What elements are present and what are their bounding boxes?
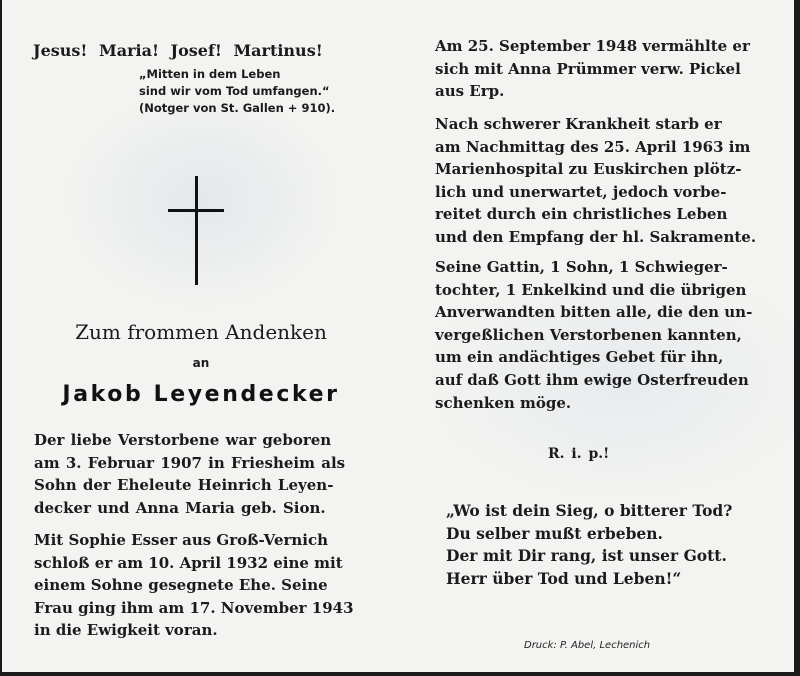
text-line: Marienhospital zu Euskirchen plötz- bbox=[435, 160, 742, 179]
cross-horizontal-bar bbox=[168, 209, 224, 212]
closing-poem bbox=[446, 500, 732, 590]
poem-line: Du selber mußt erbeben. bbox=[446, 523, 663, 543]
left-panel bbox=[2, 0, 400, 672]
memorial-card bbox=[2, 0, 794, 672]
death-paragraph bbox=[435, 113, 756, 249]
text-line: aus Erp. bbox=[435, 82, 505, 101]
text-line: sich mit Anna Prümmer verw. Pickel bbox=[435, 59, 741, 78]
text-line: in die Ewigkeit voran. bbox=[34, 621, 218, 640]
poem-line: Herr über Tod und Leben!“ bbox=[446, 568, 682, 588]
epigraph bbox=[139, 66, 335, 117]
text-line: decker und Anna Maria geb. Sion. bbox=[34, 498, 326, 517]
text-line: um ein andächtiges Gebet für ihn, bbox=[435, 348, 724, 367]
text-line: tochter, 1 Enkelkind und die übrigen bbox=[435, 280, 747, 299]
text-line: schenken möge. bbox=[435, 393, 572, 412]
text-line: schloß er am 10. April 1932 eine mit bbox=[34, 553, 343, 572]
text-line: und den Empfang der hl. Sakramente. bbox=[435, 227, 757, 246]
text-line: am Nachmittag des 25. April 1963 im bbox=[435, 137, 751, 156]
text-line: Seine Gattin, 1 Sohn, 1 Schwieger- bbox=[435, 258, 728, 276]
poem-line: „Wo ist dein Sieg, o bitterer Tod? bbox=[446, 501, 733, 520]
text-line: am 3. Februar 1907 in Friesheim als bbox=[34, 453, 346, 472]
text-line: Der liebe Verstorbene war geboren bbox=[34, 431, 332, 449]
invocation-header: Jesus! Maria! Josef! Martinus! bbox=[33, 41, 323, 60]
memorial-an: an bbox=[192, 356, 210, 370]
cross-vertical-bar bbox=[195, 176, 198, 285]
right-panel bbox=[400, 0, 794, 672]
text-line: vergeßlichen Verstorbenen kannten, bbox=[435, 325, 742, 344]
text-line: Nach schwerer Krankheit starb er bbox=[435, 115, 722, 133]
text-line: Sohn der Eheleute Heinrich Leyen- bbox=[34, 476, 334, 495]
text-line: auf daß Gott ihm ewige Osterfreuden bbox=[435, 370, 749, 389]
text-line: lich und unerwartet, jedoch vorbe- bbox=[435, 182, 727, 201]
epigraph-line: „Mitten in dem Leben bbox=[139, 67, 281, 81]
second-marriage-paragraph bbox=[435, 35, 750, 103]
poem-line: Der mit Dir rang, ist unser Gott. bbox=[446, 546, 727, 565]
text-line: einem Sohne gesegnete Ehe. Seine bbox=[34, 576, 328, 595]
epigraph-line: sind wir vom Tod umfangen.“ bbox=[139, 84, 330, 98]
birth-paragraph bbox=[34, 429, 345, 519]
memorial-title: Zum frommen Andenken bbox=[75, 320, 327, 344]
rip-text: R. i. p.! bbox=[548, 446, 610, 462]
epigraph-attribution: (Notger von St. Gallen + 910). bbox=[139, 101, 336, 115]
deceased-name: Jakob Leyendecker bbox=[62, 382, 340, 407]
family-request-paragraph bbox=[435, 256, 752, 414]
text-line: Anverwandten bitten alle, die den un- bbox=[435, 303, 753, 322]
marriage-paragraph bbox=[34, 529, 354, 642]
text-line: Mit Sophie Esser aus Groß-Vernich bbox=[34, 531, 329, 549]
text-line: Frau ging ihm am 17. November 1943 bbox=[34, 598, 354, 617]
text-line: Am 25. September 1948 vermählte er bbox=[435, 37, 750, 55]
printer-credit: Druck: P. Abel, Lechenich bbox=[524, 640, 651, 651]
text-line: reitet durch ein christliches Leben bbox=[435, 205, 728, 224]
